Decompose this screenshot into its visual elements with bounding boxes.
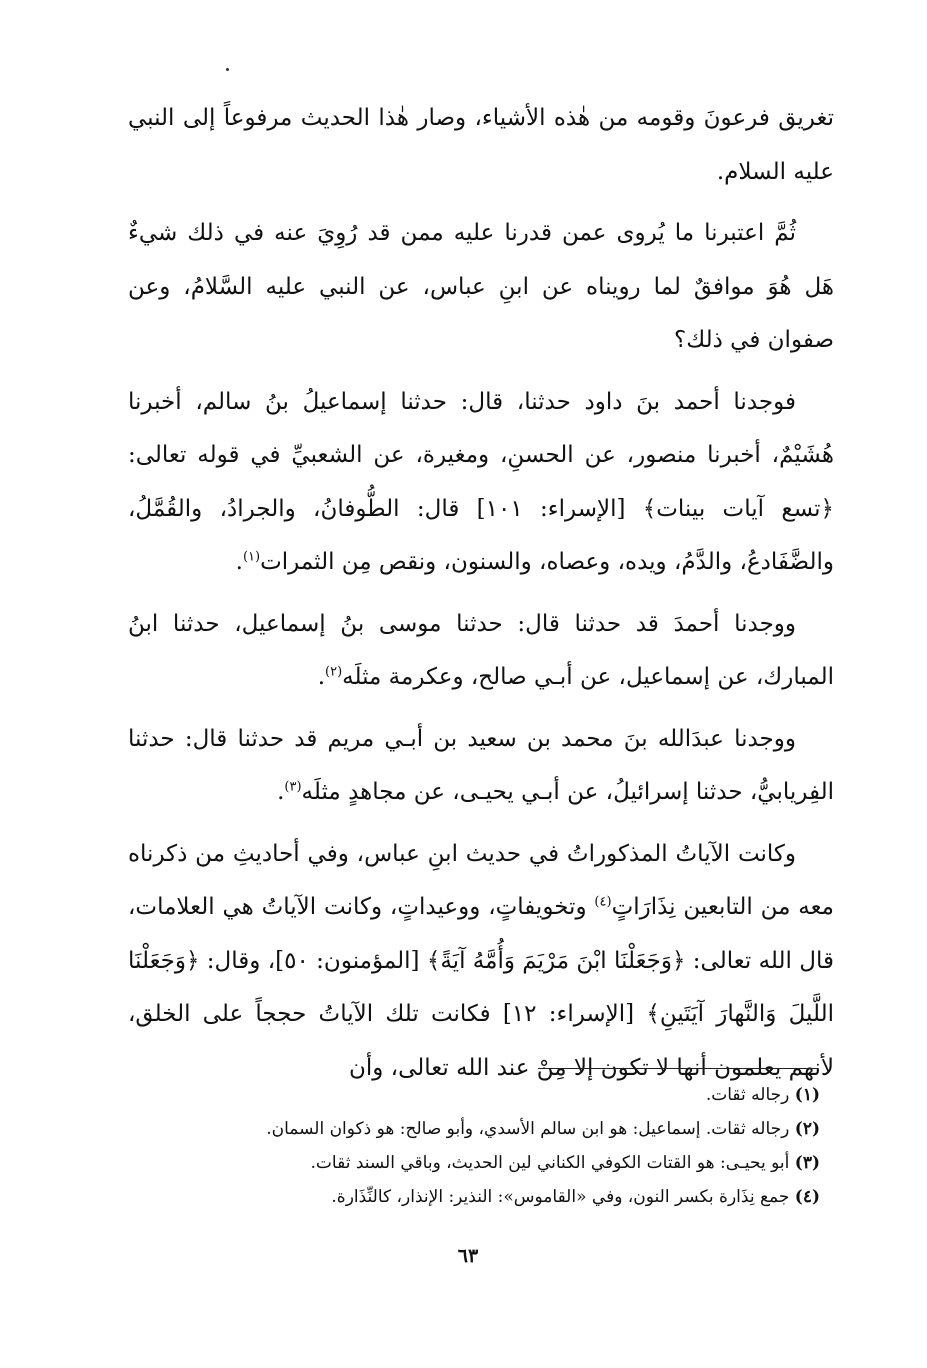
paragraph-4	[128, 598, 834, 705]
footnote-text: رجاله ثقات.	[705, 1085, 790, 1105]
footnote-number: (٣)	[794, 1153, 820, 1173]
footnote-3	[160, 1146, 820, 1180]
footnote-1	[160, 1078, 820, 1112]
footnote-ref-1[interactable]: (١)	[242, 549, 261, 565]
footnote-text: أبو يحيـى: هو القتات الكوفي الكناني لين الحديث، وباقي السند ثقات.	[310, 1153, 790, 1173]
paragraph-2: ثُمَّ اعتبرنا ما يُروى عمن قدرنا عليه ممن قد رُوِيَ عنه في ذلك شيءٌ هَل هُوَ موافقٌ لما رويناه عن ابنِ عباس، عن النبي عليه السَّلامُ، وعن صفوان في ذلك؟	[128, 220, 834, 353]
footnote-ref-3[interactable]: (٣)	[284, 779, 302, 795]
page-number: ٦٣	[457, 1245, 479, 1267]
main-text	[128, 92, 834, 1103]
footnote-separator	[538, 1068, 818, 1069]
footnote-2	[160, 1112, 820, 1146]
paragraph-6	[128, 828, 834, 1096]
footnote-4	[160, 1180, 820, 1214]
paragraph-5-end: .	[277, 779, 285, 805]
footnote-ref-2[interactable]: (٢)	[325, 664, 343, 680]
paragraph-4-end: .	[317, 664, 326, 690]
paragraph-6-text: وكانت الآياتُ المذكوراتُ في حديث ابنِ عباس، وفي أحاديثِ من ذكرناه معه من التابعين نِذَارَاتٍ	[128, 840, 834, 920]
paragraph-6-continuation: وتخويفاتٍ، ووعيداتٍ، وكانت الآياتُ هي العلامات، قال الله تعالى: ﴿وَجَعَلْنَا ابْنَ مَرْيَمَ وَأُمَّهُ آيَةً﴾ [المؤمنون: ٥٠]، وقال: ﴿وَجَعَلْنَا اللَّيلَ وَالنَّهارَ آيَتَينِ﴾ [الإسراء: ١٢] فكانت تلك الآياتُ حججاً على الخلق، لأنهم يعلمون أنها لا تكون إلا مِنْ عند الله تعالى، وأن	[128, 894, 834, 1081]
paragraph-5	[128, 713, 834, 820]
paragraph-4-text: ووجدنا أحمدَ قد حدثنا قال: حدثنا موسى بنُ إسماعيل، حدثنا ابنُ المبارك، عن إسماعيل، عن أبـي صالح، وعكرمة مثلَه	[128, 610, 834, 690]
footnote-text: رجاله ثقات. إسماعيل: هو ابن سالم الأسدي، وأبو صالح: هو ذكوان السمان.	[266, 1119, 790, 1139]
paragraph-1: تغريق فرعونَ وقومه من هٰذه الأشياء، وصار هٰذا الحديث مرفوعاً إلى النبي عليه السلام.	[128, 105, 834, 185]
paragraph-5-text: ووجدنا عبدَالله بنَ محمد بن سعيد بن أبـي مريم قد حدثنا قال: حدثنا الفِريابيُّ، حدثنا إسرائيلُ، عن أبـي يحيـى، عن مجاهدٍ مثلَه	[128, 725, 834, 805]
footnote-number: (٤)	[794, 1187, 820, 1207]
footnote-number: (٢)	[794, 1119, 820, 1139]
footnote-ref-4[interactable]: (٤)	[594, 894, 612, 910]
footnote-number: (١)	[794, 1085, 820, 1105]
scan-speck	[226, 68, 229, 71]
footnotes	[160, 1078, 820, 1214]
footnote-text: جمع نِذَارة بكسر النون، وفي «القاموس»: النذير: الإنذار، كالنِّذَارة.	[331, 1187, 790, 1207]
paragraph-3-text: فوجدنا أحمد بنَ داود حدثنا، قال: حدثنا إسماعيلُ بنُ سالم، أخبرنا هُشَيْمٌ، أخبرنا منصور، عن الحسنِ، ومغيرة، عن الشعبيِّ في قوله تعالى: ﴿تسع آيات بينات﴾ [الإسراء: ١٠١] قال: الطُّوفانُ، والجرادُ، والقُمَّلُ، والضَّفَادعُ، والدَّمُ، ويده، وعصاه، والسنون، ونقص مِن الثمرات	[128, 388, 834, 575]
paragraph-3	[128, 376, 834, 590]
paragraph-3-end: .	[235, 549, 243, 575]
